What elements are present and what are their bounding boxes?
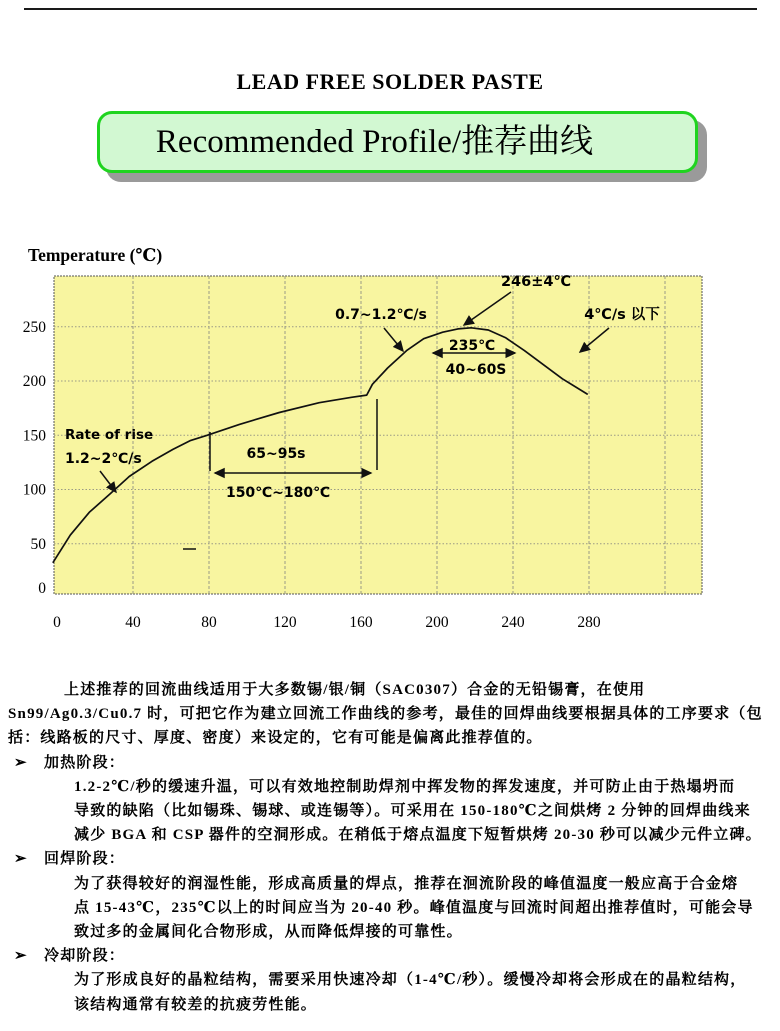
bullet-arrow-icon: ➢ (14, 948, 27, 965)
section-line: 减少 BGA 和 CSP 器件的空洞形成。在稍低于熔点温度下短暂烘烤 20-30 秒可以减少元件立碑。 (74, 827, 762, 844)
chart-annotation: 4℃/s 以下 (584, 307, 660, 323)
chart-annotation: 235℃ (448, 338, 496, 354)
section-line: 为了形成良好的晶粒结构，需要采用快速冷却（1-4℃/秒）。缓慢冷却将会形成在的晶粒结构， (74, 972, 747, 989)
x-tick-label: 120 (273, 614, 297, 631)
section-title: 加热阶段： (44, 754, 126, 771)
section-title: 回焊阶段： (44, 851, 126, 868)
chart-annotation: 1.2~2℃/s (65, 451, 142, 467)
chart-title: Temperature (℃) (28, 245, 163, 265)
chart-annotation: 246±4℃ (500, 274, 572, 290)
y-tick-label: 200 (22, 373, 46, 390)
chart-annotation: 65~95s (246, 446, 306, 462)
bullet-arrow-icon: ➢ (14, 754, 27, 771)
bullet-arrow-icon: ➢ (14, 851, 27, 868)
section-line: 为了获得较好的润湿性能，形成高质量的焊点，推荐在洄流阶段的峰值温度一般应高于合金熔 (74, 875, 739, 892)
x-tick-label: 80 (201, 614, 217, 631)
x-tick-label: 200 (425, 614, 449, 631)
chart-annotation: 0.7~1.2℃/s (335, 307, 427, 323)
body-text (8, 678, 772, 1017)
header-rule (24, 8, 757, 10)
profile-banner (97, 111, 698, 173)
section-line: 致过多的金属间化合物形成，从而降低焊接的可靠性。 (74, 924, 463, 941)
section-heading-reflow (8, 847, 772, 871)
section-heading-cooling (8, 944, 772, 968)
section-line: 导致的缺陷（比如锡珠、锡球、或连锡等）。可采用在 150-180℃之间烘烤 2 分钟的回焊曲线来 (74, 803, 751, 820)
chart-annotation: 150℃~180℃ (225, 485, 331, 501)
reflow-profile-chart (0, 230, 780, 642)
section-line: 该结构通常有较差的抗疲劳性能。 (74, 996, 318, 1013)
y-tick-label: 150 (22, 427, 46, 445)
x-tick-label: 160 (349, 614, 373, 631)
chart-canvas (0, 230, 780, 642)
intro-line: 上述推荐的回流曲线适用于大多数锡/银/铜（SAC0307）合金的无铅锡膏，在使用 (64, 682, 646, 698)
x-tick-label: 240 (501, 614, 525, 631)
y-tick-label: 50 (30, 535, 46, 553)
banner-label: Recommended Profile/推荐曲线 (155, 124, 594, 160)
section-heading-heating (8, 751, 772, 775)
y-tick-label: 250 (22, 318, 46, 336)
page-title: LEAD FREE SOLDER PASTE (236, 69, 544, 94)
chart-annotation: Rate of rise (65, 427, 154, 443)
y-tick-label: 0 (38, 580, 46, 597)
x-tick-label: 0 (53, 614, 61, 631)
y-tick-label: 100 (22, 481, 46, 499)
section-line: 点 15-43℃，235℃以上的时间应当为 20-40 秒。峰值温度与回流时间超出推荐值时，可能会导 (74, 899, 754, 916)
intro-line: 括：线路板的尺寸、厚度、密度）来设定的，它有可能是偏离此推荐值的。 (8, 730, 543, 747)
x-tick-label: 40 (125, 614, 141, 631)
chart-annotation: 40~60S (445, 362, 507, 378)
section-line: 1.2-2℃/秒的缓速升温，可以有效地控制助焊剂中挥发物的挥发速度，并可防止由于热塌坍而 (74, 778, 736, 795)
x-tick-label: 280 (577, 614, 601, 631)
section-title: 冷却阶段： (44, 948, 126, 965)
intro-line: Sn99/Ag0.3/Cu0.7 时，可把它作为建立回流工作曲线的参考，最佳的回焊曲线要根据具体的工序要求（包 (8, 706, 763, 723)
